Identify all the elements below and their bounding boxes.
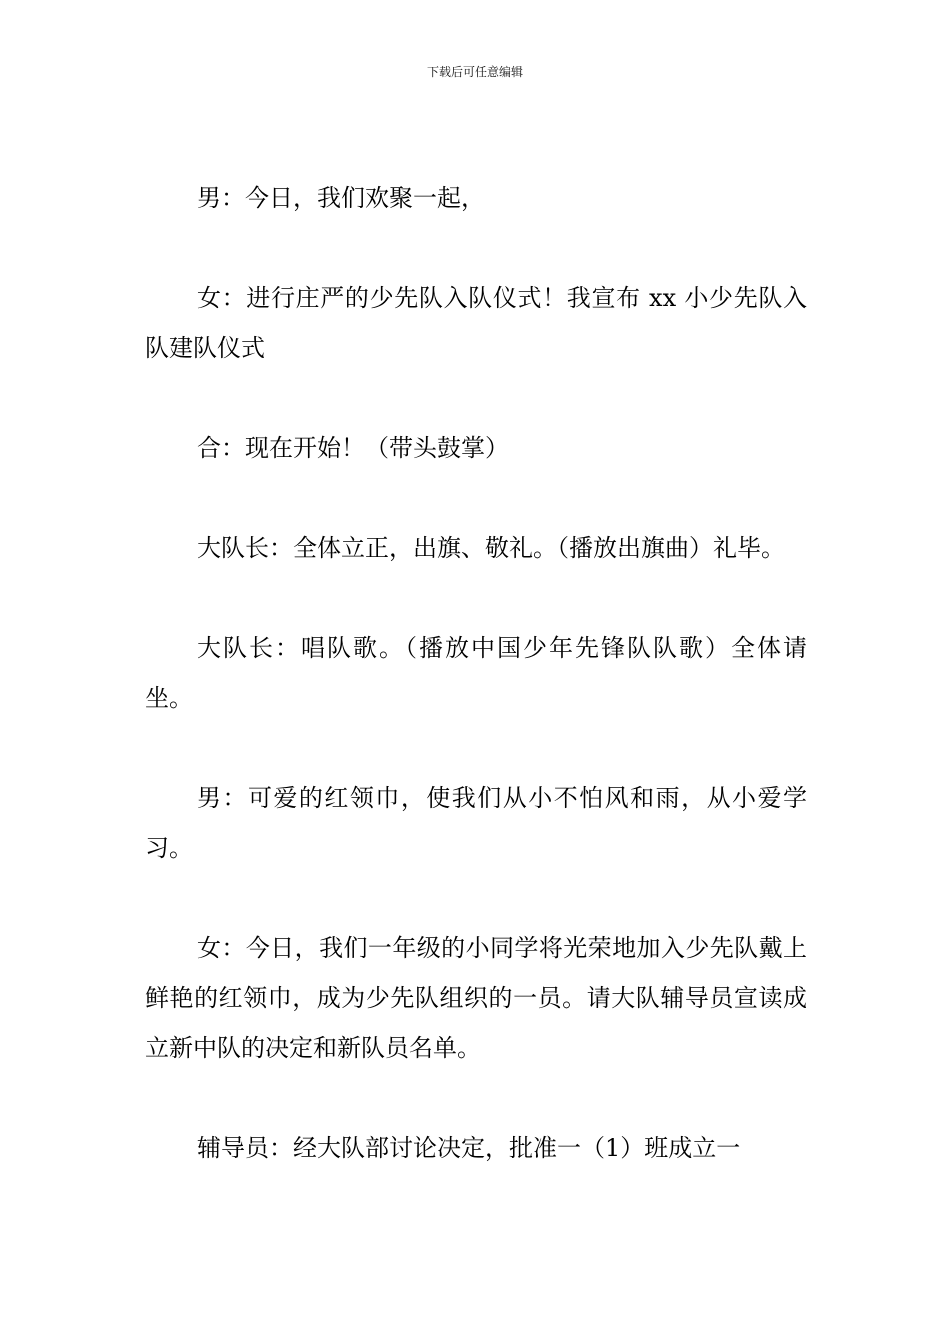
paragraph-captain-flag: 大队长：全体立正，出旗、敬礼。（播放出旗曲）礼毕。: [197, 534, 785, 562]
paragraph-male-red-scarf: 男：可爱的红领巾，使我们从小不怕风和雨，从小爱学习。: [145, 784, 807, 862]
paragraph-captain-anthem: 大队长：唱队歌。（播放中国少年先锋队队歌）全体请坐。: [145, 634, 807, 712]
paragraph-together-start: 合：现在开始！（带头鼓掌）: [197, 434, 509, 462]
page-header: 下载后可任意编辑: [426, 65, 523, 79]
paragraph-female-new-members: 女：今日，我们一年级的小同学将光荣地加入少先队戴上鲜艳的红领巾，成为少先队组织的一员。请大队辅导员宣读成立新中队的决定和新队员名单。: [145, 934, 807, 1062]
document-body: [145, 173, 807, 1223]
paragraph-male-opening: 男：今日，我们欢聚一起，: [197, 184, 485, 212]
paragraph-female-announcement: 女：进行庄严的少先队入队仪式！我宣布 xx 小少先队入队建队仪式: [145, 284, 807, 362]
paragraph-counselor-decision: 辅导员：经大队部讨论决定，批准一（1）班成立一: [197, 1134, 741, 1162]
